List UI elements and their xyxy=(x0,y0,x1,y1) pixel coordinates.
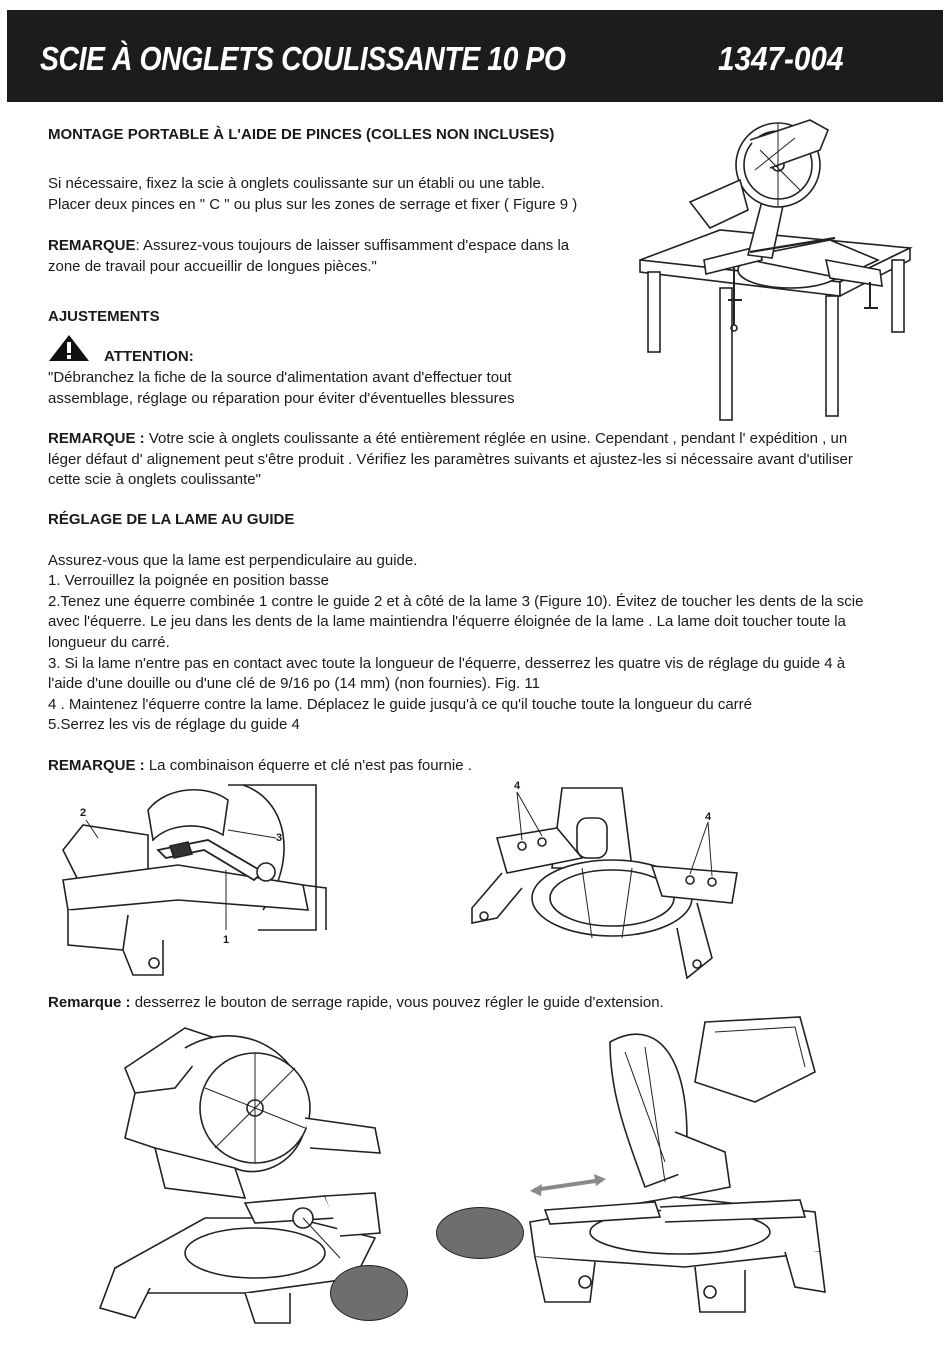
figure-10-square-check xyxy=(58,780,328,985)
mount-note xyxy=(48,236,569,257)
warning-line-1: "Débranchez la fiche de la source d'alimentation avant d'effectuer tout xyxy=(48,369,512,386)
adjust-heading: AJUSTEMENTS xyxy=(48,308,160,325)
blade-line: longueur du carré. xyxy=(48,634,170,651)
fig10-label-1: 1 xyxy=(223,934,230,946)
mount-line-1: Si nécessaire, fixez la scie à onglets coulissante sur un établi ou une table. xyxy=(48,175,545,192)
page-header xyxy=(7,10,943,102)
blade-heading: RÉGLAGE DE LA LAME AU GUIDE xyxy=(48,511,295,528)
fig11-label-4b: 4 xyxy=(705,811,712,823)
blade-line: Assurez-vous que la lame est perpendiculaire au guide. xyxy=(48,552,418,569)
note-label: REMARQUE : xyxy=(48,430,145,447)
note-text: : Assurez-vous toujours de laisser suffisamment d'espace dans la xyxy=(135,237,570,254)
note-label: REMARQUE xyxy=(48,237,136,254)
blade-line: 1. Verrouillez la poignée en position basse xyxy=(48,572,330,589)
blade-line: avec l'équerre. Le jeu dans les dents de la lame maintiendra l'équerre éloignée de la lame . La lame doit toucher toute la xyxy=(48,613,846,630)
note-label: Remarque : xyxy=(48,994,131,1011)
product-code: 1347-004 xyxy=(717,40,843,77)
note-text: La combinaison équerre et clé n'est pas fournie . xyxy=(144,757,472,774)
callout-badge-left xyxy=(330,1265,408,1321)
mount-heading: MONTAGE PORTABLE À L'AIDE DE PINCES (COLLES NON INCLUSES) xyxy=(48,126,555,143)
figure-11-fence-screws xyxy=(462,778,747,988)
warning-title: ATTENTION: xyxy=(104,348,194,365)
warning-line-2: assemblage, réglage ou réparation pour éviter d'éventuelles blessures xyxy=(48,390,515,407)
fig11-label-4a: 4 xyxy=(514,780,521,792)
blade-line: 5.Serrez les vis de réglage du guide 4 xyxy=(48,716,300,733)
fence-note xyxy=(48,993,664,1014)
figure-12-extension-fence xyxy=(515,1012,835,1322)
note-text: desserrez le bouton de serrage rapide, vous pouvez régler le guide d'extension. xyxy=(130,994,664,1011)
note-label: REMARQUE : xyxy=(48,757,145,774)
mount-line-2: Placer deux pinces en " C " ou plus sur les zones de serrage et fixer ( Figure 9 ) xyxy=(48,196,578,213)
blade-note xyxy=(48,756,472,777)
note-text: Votre scie à onglets coulissante a été entièrement réglée en usine. Cependant , pendant l' expédition , un xyxy=(144,430,848,447)
figure-9-saw-on-table xyxy=(630,110,920,425)
callout-badge-right xyxy=(436,1207,524,1259)
blade-line: 4 . Maintenez l'équerre contre la lame. Déplacez le guide jusqu'à ce qu'il touche toute la longueur du carré xyxy=(48,696,753,713)
fig10-label-2: 2 xyxy=(80,807,87,819)
double-arrow-icon xyxy=(530,1174,606,1198)
mount-note-line-2: zone de travail pour accueillir de longues pièces." xyxy=(48,258,377,275)
page-title: SCIE À ONGLETS COULISSANTE 10 PO xyxy=(40,40,566,77)
blade-line: 2.Tenez une équerre combinée 1 contre le guide 2 et à côté de la lame 3 (Figure 10). Évitez de toucher les dents de la scie xyxy=(48,593,864,610)
blade-line: l'aide d'une douille ou d'une clé de 9/16 po (14 mm) (non fournies). Fig. 11 xyxy=(48,675,540,692)
adjust-note xyxy=(48,429,847,450)
fig10-label-3: 3 xyxy=(276,832,283,844)
adjust-note-line-3: cette scie à onglets coulissante" xyxy=(48,471,261,488)
warning-triangle-icon xyxy=(48,334,90,362)
adjust-note-line-2: léger défaut d' alignement peut s'être produit . Vérifiez les paramètres suivants et ajustez-les si nécessaire avant d'utiliser xyxy=(48,451,853,468)
blade-line: 3. Si la lame n'entre pas en contact avec toute la longueur de l'équerre, desserrez les quatre vis de réglage du guide 4 à xyxy=(48,655,846,672)
